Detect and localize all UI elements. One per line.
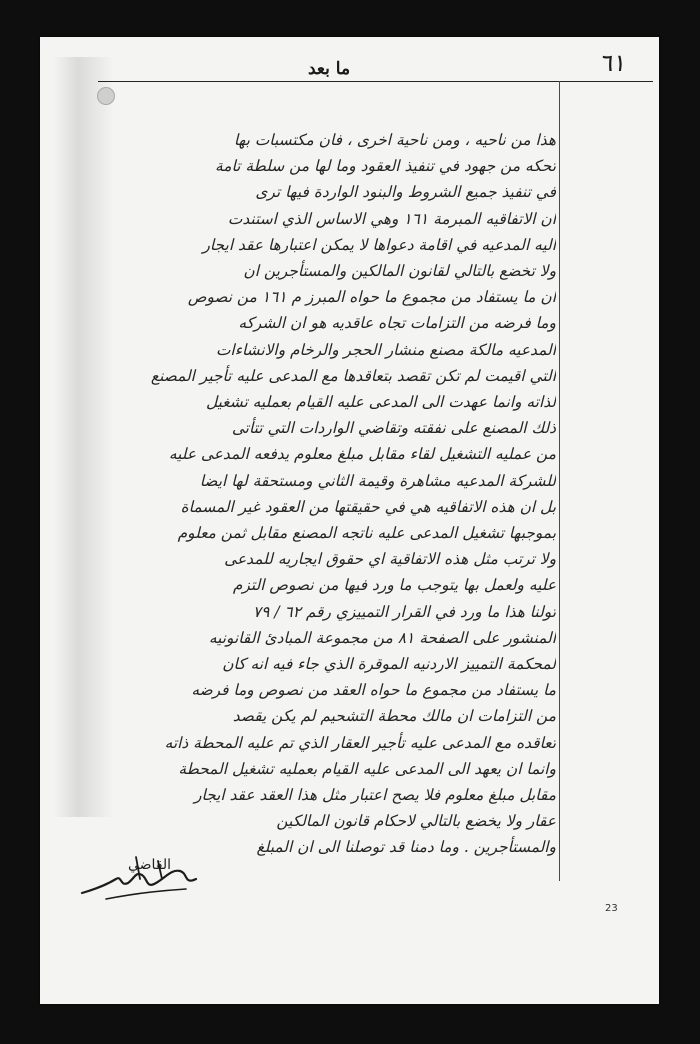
signature-icon bbox=[76, 849, 206, 909]
document-page bbox=[40, 37, 659, 1004]
handwritten-body bbox=[76, 127, 556, 861]
page-number: ٦١ bbox=[599, 49, 629, 77]
text-line: لذاته وانما عهدت الى المدعى عليه القيام بعمليه تشغيل bbox=[205, 393, 556, 412]
margin-rule bbox=[559, 81, 560, 881]
text-line: تحكه من جهود في تنفيذ العقود وما لها من سلطة تامة bbox=[215, 157, 556, 176]
text-line: وانما ان يعهد الى المدعى عليه القيام بعمليه تشغيل المحطة bbox=[178, 759, 556, 778]
text-line: في تنفيذ جميع الشروط والبنود الواردة فيها ترى bbox=[255, 183, 556, 202]
text-line: ولا تخضع بالتالي لقانون المالكين والمستأجرين ان bbox=[243, 262, 556, 281]
text-line: ما يستفاد من مجموع ما حواه العقد من نصوص وما فرضه bbox=[191, 681, 556, 700]
text-line: تولنا هذا ما ورد في القرار التمييزي رقم ٦٢ / ٧٩ bbox=[252, 602, 556, 621]
text-line: تعاقده مع المدعى عليه تأجير العقار الذي تم عليه المحطة ذاته bbox=[164, 733, 556, 752]
header-rule bbox=[98, 81, 653, 82]
signature-label: القاضي bbox=[128, 857, 172, 873]
continuation-label: ما بعد bbox=[308, 59, 351, 79]
text-line: اليه المدعيه في اقامة دعواها لا يمكن اعتبارها عقد ايجار bbox=[202, 235, 556, 254]
text-line: من التزامات ان مالك محطة التشحيم لم يكن يقصد bbox=[232, 707, 556, 726]
text-line: عقار ولا يخضع بالتالي لاحكام قانون المالكين bbox=[276, 812, 556, 831]
text-line: للشركة المدعيه مشاهرة وقيمة الثاني ومستحقة لها ايضا bbox=[199, 471, 556, 490]
archive-page-number: 23 bbox=[605, 903, 618, 914]
punch-hole-mark bbox=[97, 87, 115, 105]
text-line: وما فرضه من التزامات تجاه عاقديه هو ان الشركه bbox=[238, 314, 556, 333]
text-line: بل ان هذه الاتفاقيه هي في حقيقتها من العقود غير المسماة bbox=[180, 497, 556, 516]
text-line: لمحكمة التمييز الاردنيه الموقرة الذي جاء فيه انه كان bbox=[222, 655, 556, 674]
text-line: عليه ولعمل بها يتوجب ما ورد فيها من نصوص التزم bbox=[232, 576, 556, 595]
text-line: مقابل مبلغ معلوم فلا يصح اعتبار مثل هذا العقد عقد ايجار bbox=[194, 786, 556, 805]
text-line: بموجبها تشغيل المدعى عليه ناتجه المصنع مقابل ثمن معلوم bbox=[177, 524, 556, 543]
text-line: والمستأجرين . وما دمنا قد توصلنا الى ان المبلغ bbox=[256, 838, 556, 857]
text-line: ان ما يستفاد من مجموع ما حواه المبرز م ١٦١ من نصوص bbox=[187, 288, 556, 307]
text-line: من عمليه التشغيل لقاء مقابل مبلغ معلوم يدفعه المدعى عليه bbox=[168, 445, 556, 464]
text-line: ذلك المصنع على نفقته وتقاضي الواردات التي تتأتى bbox=[231, 419, 556, 438]
text-line: المنشور على الصفحة ٨١ من مجموعة المبادئ القانونيه bbox=[208, 628, 556, 647]
text-line: ان الاتفاقيه المبرمة ١٦١ وهي الاساس الذي استندت bbox=[227, 209, 556, 228]
text-line: هذا من ناحيه ، ومن ناحية اخرى ، فان مكتسبات بها bbox=[233, 131, 556, 149]
text-line: المدعيه مالكة مصنع منشار الحجر والرخام والانشاءات bbox=[215, 340, 556, 359]
text-line: التي اقيمت لم تكن تقصد بتعاقدها مع المدعى عليه تأجير المصنع bbox=[150, 366, 556, 385]
text-line: ولا ترتب مثل هذه الاتفاقية اي حقوق ايجاريه للمدعى bbox=[224, 550, 556, 569]
